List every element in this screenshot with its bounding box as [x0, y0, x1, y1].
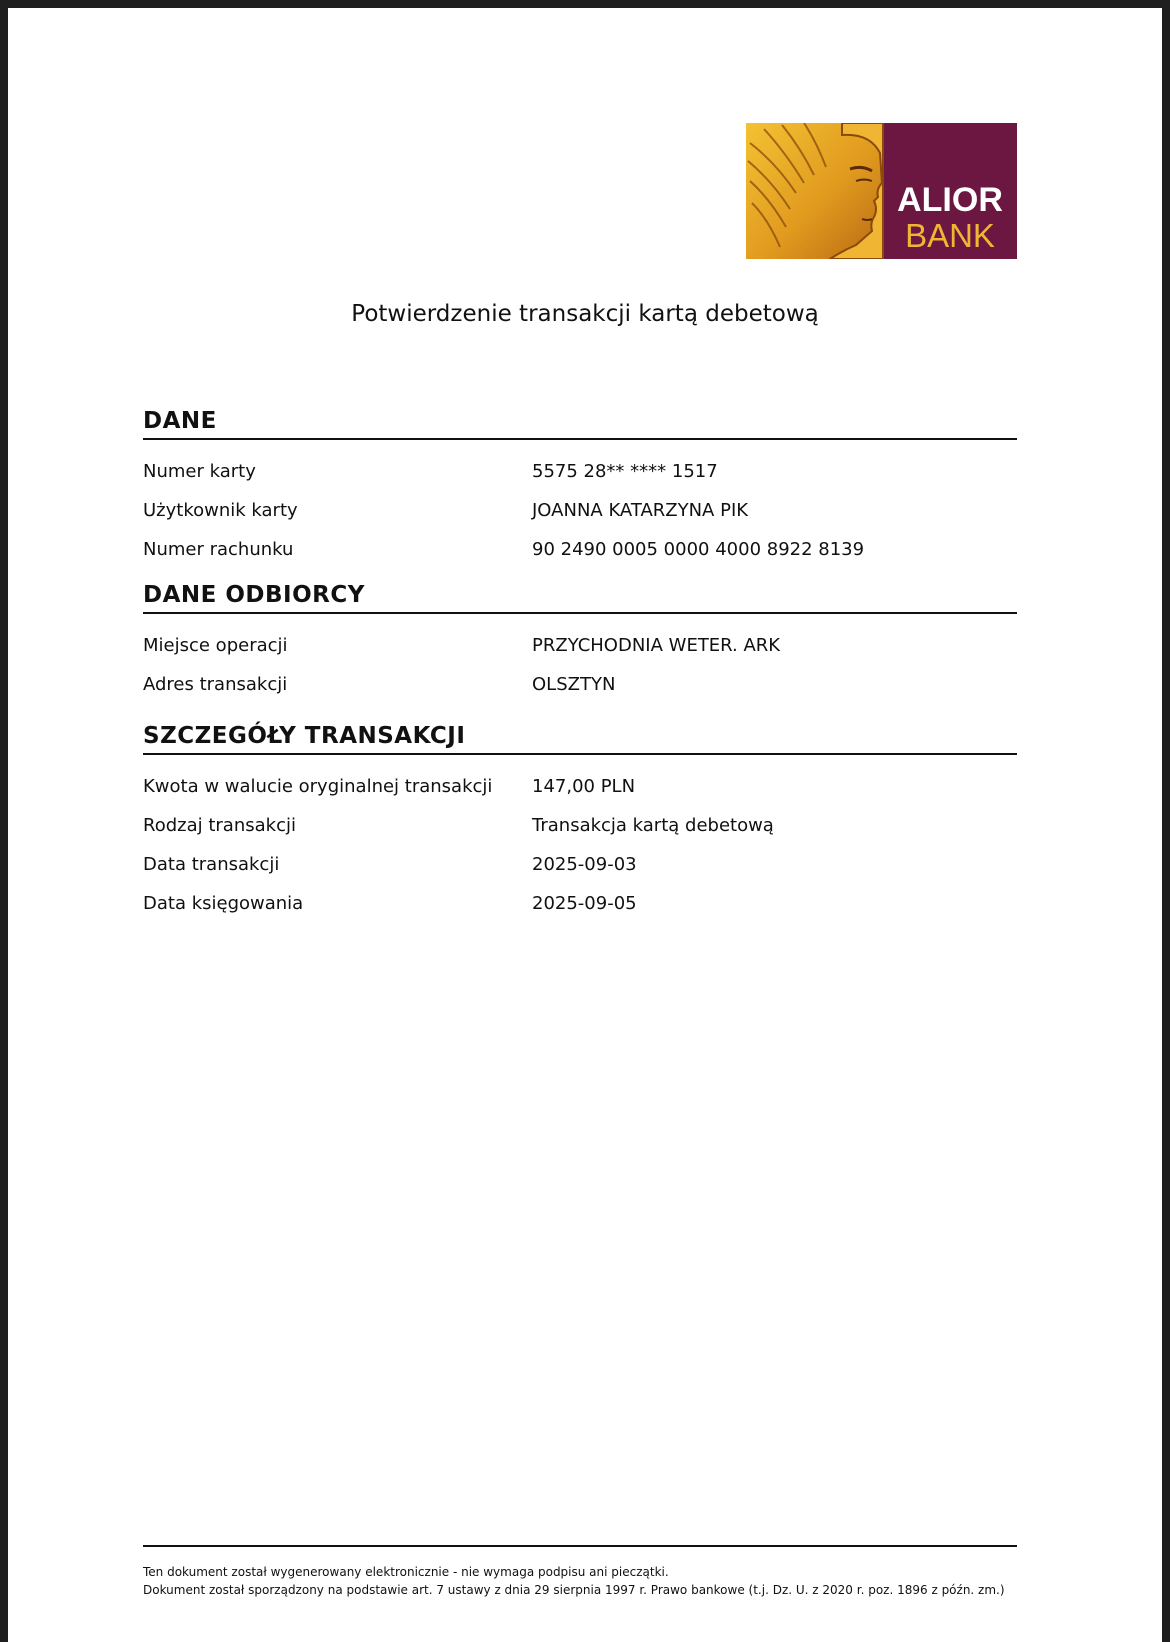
field-row-transaction-address — [143, 665, 1017, 704]
field-row-transaction-date — [143, 845, 1017, 884]
field-row-card-number — [143, 452, 1017, 491]
section-title: SZCZEGÓŁY TRANSAKCJI — [143, 723, 466, 749]
field-value: PRZYCHODNIA WETER. ARK — [532, 635, 781, 656]
section-rows — [143, 626, 1017, 704]
field-label: Rodzaj transakcji — [143, 815, 296, 836]
section-title: DANE ODBIORCY — [143, 582, 365, 608]
section-dane — [143, 406, 1017, 569]
field-row-transaction-type — [143, 806, 1017, 845]
footer-text — [143, 1563, 1017, 1599]
document-content — [143, 406, 1017, 923]
field-value: 5575 28** **** 1517 — [532, 461, 718, 482]
footer-line-generated: Ten dokument został wygenerowany elektronicznie - nie wymaga podpisu ani pieczątki. — [143, 1565, 669, 1579]
field-value: JOANNA KATARZYNA PIK — [532, 500, 749, 521]
document-title: Potwierdzenie transakcji kartą debetową — [351, 301, 819, 327]
alior-bank-logo-graphic — [746, 123, 1017, 259]
field-label: Numer rachunku — [143, 539, 294, 560]
field-row-account-number — [143, 530, 1017, 569]
field-row-amount — [143, 767, 1017, 806]
footer-line-legal-basis: Dokument został sporządzony na podstawie art. 7 ustawy z dnia 29 sierpnia 1997 r. Prawo bankowe (t.j. Dz. U. z 2020 r. poz. 1896 z późn. zm.) — [143, 1583, 1005, 1597]
section-divider — [143, 612, 1017, 614]
field-label: Data księgowania — [143, 893, 304, 914]
field-label: Data transakcji — [143, 854, 280, 875]
section-dane-odbiorcy — [143, 580, 1017, 704]
section-spacer — [143, 569, 1017, 580]
logo-wordmark-bank: BANK — [905, 217, 995, 254]
field-value: Transakcja kartą debetową — [532, 815, 774, 836]
section-title: DANE — [143, 408, 217, 434]
field-value: 2025-09-03 — [532, 854, 637, 875]
section-szczegoly-transakcji — [143, 721, 1017, 923]
field-value: OLSZTYN — [532, 674, 616, 695]
field-label: Kwota w walucie oryginalnej transakcji — [143, 776, 493, 797]
field-label: Numer karty — [143, 461, 256, 482]
field-label: Adres transakcji — [143, 674, 288, 695]
section-spacer — [143, 704, 1017, 721]
field-value: 90 2490 0005 0000 4000 8922 8139 — [532, 539, 865, 560]
section-rows — [143, 767, 1017, 923]
field-value: 2025-09-05 — [532, 893, 637, 914]
alior-bank-logo — [746, 123, 1017, 259]
field-label: Użytkownik karty — [143, 500, 298, 521]
field-row-operation-place — [143, 626, 1017, 665]
footer-divider — [143, 1545, 1017, 1547]
document-page — [8, 8, 1162, 1642]
section-divider — [143, 438, 1017, 440]
field-row-booking-date — [143, 884, 1017, 923]
document-footer — [143, 1545, 1017, 1599]
section-rows — [143, 452, 1017, 569]
field-value: 147,00 PLN — [532, 776, 636, 797]
logo-wordmark-alior: ALIOR — [897, 181, 1003, 219]
section-divider — [143, 753, 1017, 755]
field-row-card-user — [143, 491, 1017, 530]
field-label: Miejsce operacji — [143, 635, 288, 656]
